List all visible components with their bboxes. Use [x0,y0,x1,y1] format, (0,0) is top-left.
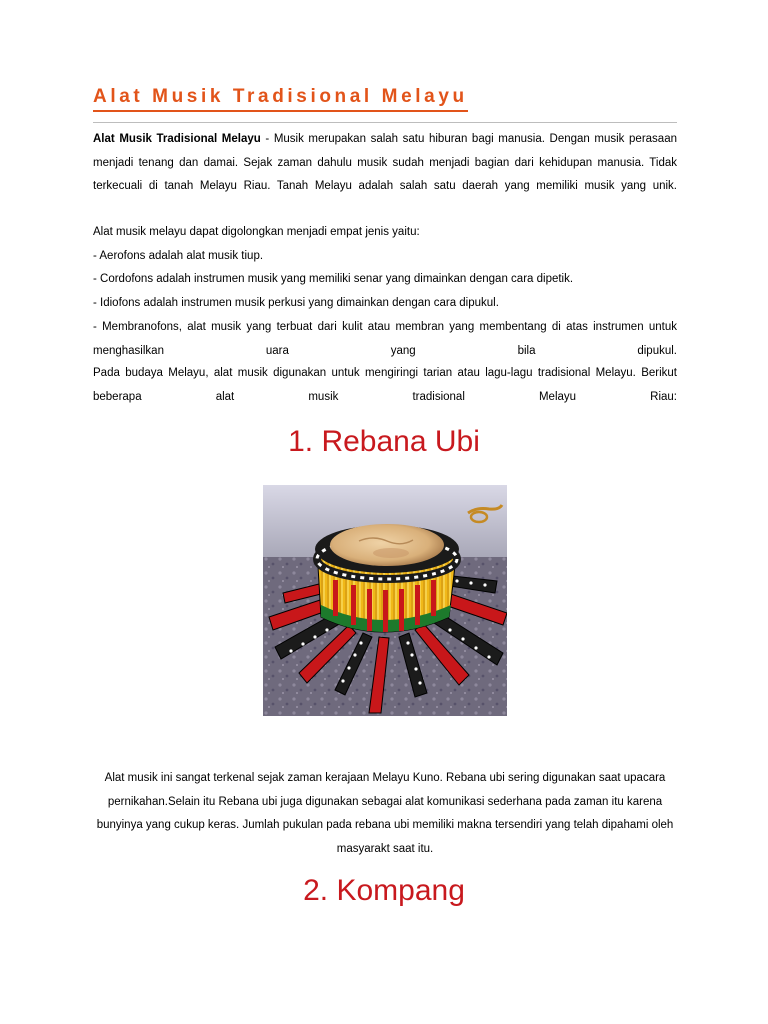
intro-body: - Musik merupakan salah satu hiburan bagi manusia. Dengan musik perasaan menjadi tenang dan damai. Sejak zaman dahulu musik sudah menjadi bagian dari kehidupan manusia. Tidak terkecuali di tanah Melayu Riau. Tanah Melayu adalah salah satu daerah yang memiliki musik yang unik. [93,133,677,192]
title-divider [93,122,677,123]
section-heading-rebana-ubi: 1. Rebana Ubi [288,425,480,458]
rebana-ubi-photo [263,485,507,716]
intro-lead: Alat Musik Tradisional Melayu [93,133,261,145]
section-heading-kompang: 2. Kompang [303,874,465,907]
classification-item-aerofons: - Aerofons adalah alat musik tiup. [93,250,264,262]
classification-intro: Alat musik melayu dapat digolongkan menjadi empat jenis yaitu: [93,226,420,238]
classification-item-membranofons: - Membranofons, alat musik yang terbuat dari kulit atau membran yang membentang di atas instrumen untuk menghasilkan uara yang bila dipukul. [93,321,677,357]
intro-paragraph [93,128,677,199]
classification-item-cordofons: - Cordofons adalah instrumen musik yang memiliki senar yang dimainkan dengan cara dipetik. [93,273,574,285]
classification-item-idiofons: - Idiofons adalah instrumen musik perkusi yang dimainkan dengan cara dipukul. [93,297,499,309]
classification-closing: Pada budaya Melayu, alat musik digunakan untuk mengiringi tarian atau lagu-lagu tradisional Melayu. Berikut beberapa alat musik tradisional Melayu Riau: [93,367,677,403]
rebana-ubi-description: Alat musik ini sangat terkenal sejak zaman kerajaan Melayu Kuno. Rebana ubi sering digunakan saat upacara pernikahan.Selain itu Rebana ubi juga digunakan sebagai alat komunikasi sederhana pada zaman itu karena bunyinya yang cukup keras. Jumlah pukulan pada rebana ubi memiliki makna tersendiri yang telah dipahami oleh masyarakt saat itu. [96,772,674,855]
page-title: Alat Musik Tradisional Melayu [93,86,468,112]
